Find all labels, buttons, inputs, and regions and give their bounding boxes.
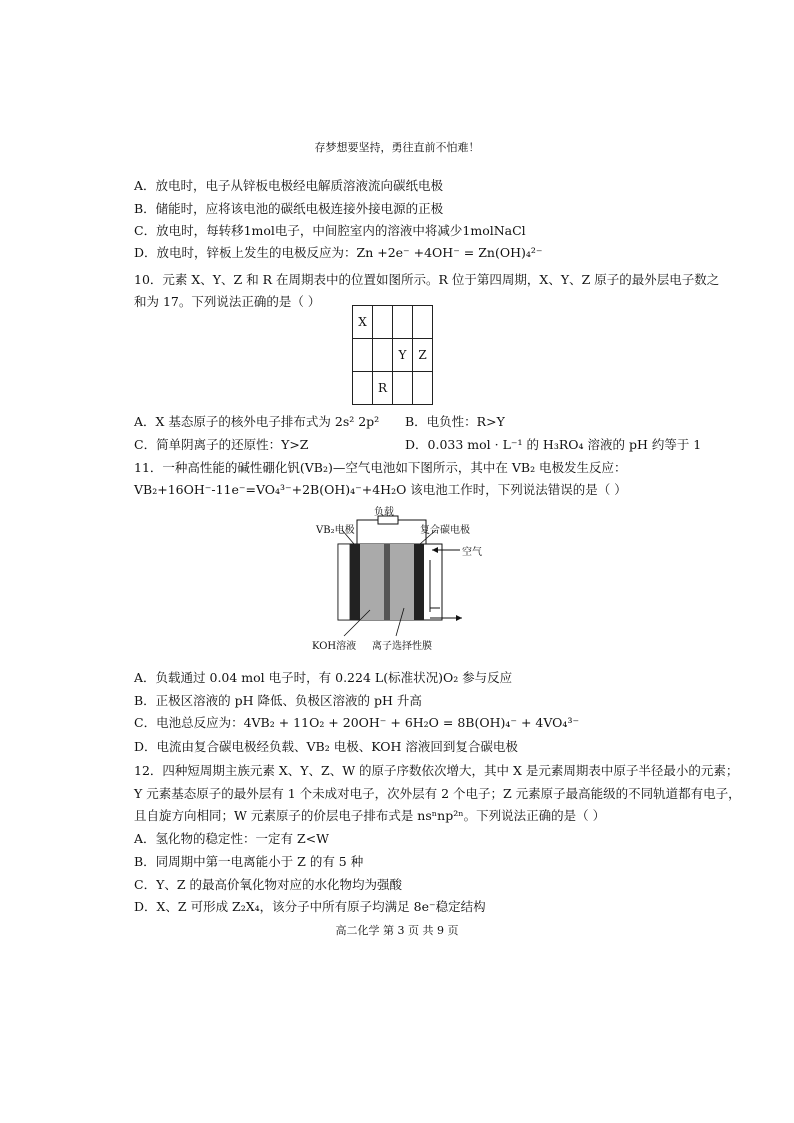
q11-stem-line1: 11．一种高性能的碱性硼化钒(VB₂)—空气电池如下图所示，其中在 VB₂ 电极发生反应： [134,460,627,475]
q12-stem-line3: 且自旋方向相同；W 元素原子的价层电子排布式是 nsⁿnp²ⁿ。下列说法正确的是（ ） [134,808,606,823]
q12-option-d: D．X、Z 可形成 Z₂X₄，该分子中所有原子均满足 8e⁻稳定结构 [134,899,486,914]
label-air: 空气 [462,547,482,558]
q10-option-d: D．0.033 mol · L⁻¹ 的 H₃RO₄ 溶液的 pH 约等于 1 [405,437,702,452]
q9-option-b: B．储能时，应将该电池的碳纸电极连接外接电源的正极 [134,201,444,216]
table-cell [393,372,413,405]
air-outlet-arrowhead [456,615,462,621]
q12-option-c: C．Y、Z 的最高价氧化物对应的水化物均为强酸 [134,877,402,892]
page-footer: 高二化学 第 3 页 共 9 页 [335,924,459,937]
table-cell [353,372,373,405]
table-cell [413,372,433,405]
table-cell: Y [393,339,413,372]
table-cell [373,339,393,372]
q10-option-a: A．X 基态原子的核外电子排布式为 2s² 2p² [134,414,380,429]
periodic-table-fragment [352,305,433,405]
q9-option-a: A．放电时，电子从锌板电极经电解质溶液流向碳纸电极 [134,178,444,193]
vb2-electrode [350,544,360,620]
q12-stem-line2: Y 元素基态原子的最外层有 1 个未成对电子，次外层有 2 个电子；Z 元素原子最高能级的不同轨道都有电子， [134,786,741,801]
table-cell [393,306,413,339]
q10-stem-line1: 10．元素 X、Y、Z 和 R 在周期表中的位置如图所示。R 位于第四周期，X、Y、Z 原子的最外层电子数之 [134,272,720,287]
q11-option-a: A．负载通过 0.04 mol 电子时，有 0.224 L(标准状况)O₂ 参与反应 [134,670,513,685]
q12-option-a: A．氢化物的稳定性：一定有 Z<W [134,831,330,846]
q10-option-b: B．电负性：R>Y [405,414,505,429]
label-load: 负载 [374,507,394,518]
label-composite-electrode: 复合碳电极 [420,525,470,536]
q12-stem-line1: 12．四种短周期主族元素 X、Y、Z、W 的原子序数依次增大，其中 X 是元素周期表中原子半径最小的元素； [134,763,739,778]
circuit-wire [357,520,378,544]
q11-option-c: C．电池总反应为：4VB₂ + 11O₂ + 20OH⁻ + 6H₂O = 8B(OH)₄⁻ + 4VO₄³⁻ [134,715,580,730]
q10-option-c: C．简单阴离子的还原性：Y>Z [134,437,309,452]
q11-option-b: B．正极区溶液的 pH 降低、负极区溶液的 pH 升高 [134,693,422,708]
ion-selective-membrane [384,544,390,620]
composite-carbon-electrode [414,544,424,620]
label-ion-membrane: 离子选择性膜 [372,641,432,652]
q9-option-c: C．放电时，每转移1mol电子，中间腔室内的溶液中将减少1molNaCl [134,223,526,238]
table-cell [353,339,373,372]
koh-solution-left [338,544,350,620]
q10-stem-line2: 和为 17。下列说法正确的是（ ） [134,294,321,309]
table-cell: R [373,372,393,405]
table-cell [413,306,433,339]
q12-option-b: B．同周期中第一电离能小于 Z 的有 5 种 [134,854,364,869]
q11-stem-line2: VB₂+16OH⁻-11e⁻=VO₄³⁻+2B(OH)₄⁻+4H₂O 该电池工作时，下列说法错误的是（ ） [134,482,627,497]
table-cell: X [353,306,373,339]
page-header-motto: 存梦想要坚持，勇往直前不怕难！ [314,141,480,154]
q9-option-d: D．放电时，锌板上发生的电极反应为：Zn +2e⁻ +4OH⁻ = Zn(OH)₄²⁻ [134,245,543,260]
table-cell [373,306,393,339]
electrolyte-left [360,544,384,620]
electrolyte-right [390,544,414,620]
label-vb2-electrode: VB₂电极 [316,525,355,536]
table-cell: Z [413,339,433,372]
q11-option-d: D．电流由复合碳电极经负载、VB₂ 电极、KOH 溶液回到复合碳电极 [134,739,518,754]
label-koh-solution: KOH溶液 [312,641,357,652]
